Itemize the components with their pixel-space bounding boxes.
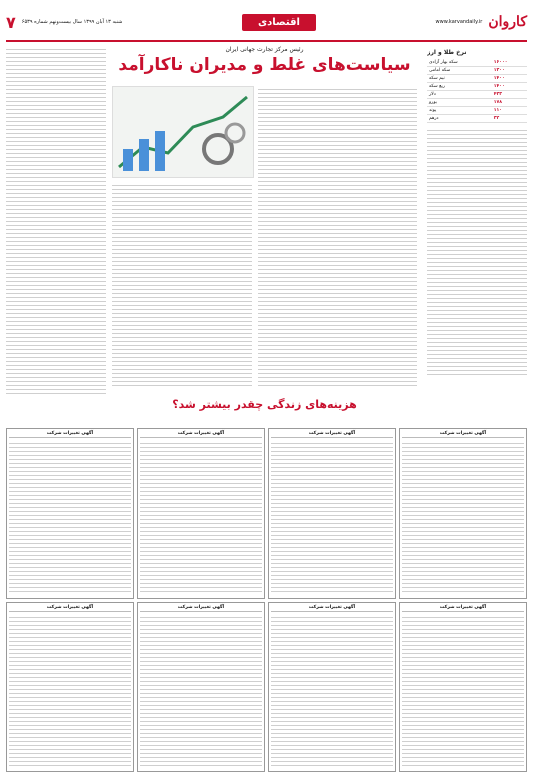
- ticker-value: ۱۳۰۰: [492, 67, 527, 75]
- ticker-row: [427, 83, 527, 91]
- ticker-value: ۱۴۰۰: [492, 83, 527, 91]
- ticker-value: ۴۳۳: [492, 91, 527, 99]
- ads-section: [6, 400, 527, 772]
- ticker-label: ربع سکه: [427, 83, 492, 91]
- ticker-value: ۳۲: [492, 115, 527, 123]
- main-kicker: رئیس مرکز تجارت جهانی ایران: [225, 46, 304, 53]
- ad-box: [6, 428, 134, 599]
- ad-title: آگهی تغییرات شرکت: [140, 605, 262, 612]
- ad-text: [9, 440, 131, 595]
- ticker-row: [427, 75, 527, 83]
- website: www.karvandaily.ir: [435, 19, 483, 25]
- ad-box: [268, 428, 396, 599]
- second-headline: هزینه‌های زندگی چقدر بیشتر شد؟: [172, 398, 357, 411]
- right-column-text: [427, 127, 527, 377]
- ad-text: [140, 614, 262, 769]
- ticker-row: [427, 107, 527, 115]
- ticker-value: ۱۷۸: [492, 99, 527, 107]
- ad-title: آگهی تغییرات شرکت: [9, 605, 131, 612]
- right-column: [427, 46, 527, 394]
- left-column-text: [6, 46, 106, 394]
- issue-line: شنبه ۱۳ آبان ۱۳۹۹ سال بیست‌ونهم شماره ۶۵۳۹: [21, 19, 123, 25]
- ad-text: [402, 614, 524, 769]
- ad-title: آگهی تغییرات شرکت: [402, 431, 524, 438]
- main-article: [112, 46, 417, 394]
- masthead-right: [436, 14, 527, 30]
- ticker-label: سکه امامی: [427, 67, 492, 75]
- ad-box: [399, 602, 527, 773]
- ad-box: [399, 428, 527, 599]
- ad-text: [140, 440, 262, 595]
- ad-text: [271, 440, 393, 595]
- ticker-label: پوند: [427, 107, 492, 115]
- ticker-label: یورو: [427, 99, 492, 107]
- ad-box: [268, 602, 396, 773]
- top-section: [6, 46, 527, 394]
- section-tag: اقتصادی: [242, 14, 316, 31]
- main-article-text: [258, 86, 417, 386]
- ad-box: [137, 602, 265, 773]
- masthead: [6, 4, 527, 42]
- ticker-value: ۱۴۰۰: [492, 75, 527, 83]
- ad-box: [6, 602, 134, 773]
- ad-title: آگهی تغییرات شرکت: [271, 431, 393, 438]
- chart-illustration-icon: [113, 87, 253, 177]
- masthead-left: [6, 13, 122, 32]
- ad-box: [137, 428, 265, 599]
- main-article-text-2: [112, 182, 252, 386]
- ticker-label: درهم: [427, 115, 492, 123]
- ticker-row: [427, 115, 527, 123]
- ad-text: [9, 614, 131, 769]
- ticker-value: ۱۶۰۰۰: [492, 59, 527, 67]
- ticker-label: نیم سکه: [427, 75, 492, 83]
- page-number: ۷: [6, 12, 16, 32]
- ad-title: آگهی تغییرات شرکت: [271, 605, 393, 612]
- ticker-row: [427, 99, 527, 107]
- ad-title: آگهی تغییرات شرکت: [402, 605, 524, 612]
- logo: کاروان: [488, 14, 527, 30]
- ticker-row: [427, 67, 527, 75]
- ticker-label: سکه بهار آزادی: [427, 59, 492, 67]
- left-column: [6, 46, 106, 394]
- ticker-value: ۱۱۰: [492, 107, 527, 115]
- ticker-row: [427, 59, 527, 67]
- ticker-label: دلار: [427, 91, 492, 99]
- ad-text: [271, 614, 393, 769]
- ticker-table: [427, 59, 527, 123]
- main-headline: سیاست‌های غلط و مدیران ناکارآمد: [118, 55, 411, 75]
- ad-text: [402, 440, 524, 595]
- ticker-row: [427, 91, 527, 99]
- main-illustration: [112, 86, 254, 178]
- ad-title: آگهی تغییرات شرکت: [140, 431, 262, 438]
- ticker-title: نرخ طلا و ارز: [427, 49, 467, 56]
- ad-title: آگهی تغییرات شرکت: [9, 431, 131, 438]
